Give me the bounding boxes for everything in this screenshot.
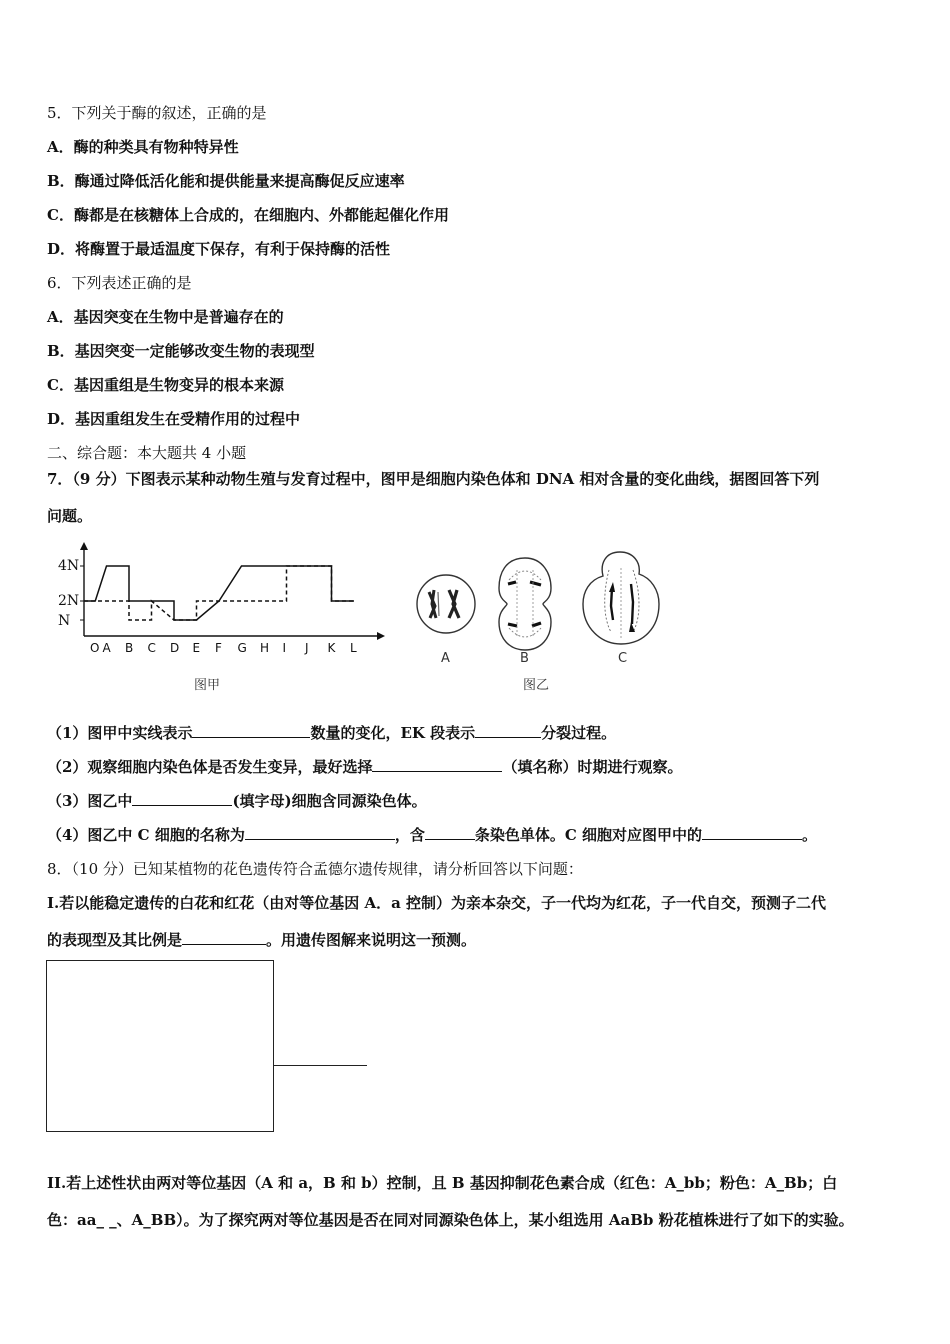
x-tick-label: L [350, 641, 357, 655]
x-tick-label: H [260, 641, 270, 655]
q8-part2-line2: 色：aa_ _、A_BB）。为了探究两对等位基因是否在同对同源染色体上，某小组选用 AaBb 粉花植株进行了如下的实验。 [47, 1211, 854, 1229]
blank[interactable] [372, 759, 502, 772]
q5-option-d: D．将酶置于最适温度下保存，有利于保持酶的活性 [47, 240, 391, 258]
blank[interactable] [182, 932, 266, 945]
q8-part2-line1: II.若上述性状由两对等位基因（A 和 a，B 和 b）控制，且 B 基因抑制花色素合成（红色：A_bb；粉色：A_Bb；白 [47, 1174, 838, 1192]
x-tick-label: D [170, 641, 180, 655]
blank[interactable] [425, 827, 475, 840]
figure-jia-chart [52, 540, 387, 660]
q7-sub4: （4）图乙中 C 细胞的名称为 ，含 条染色单体。C 细胞对应图甲中的 。 [47, 826, 818, 844]
q6-option-b: B．基因突变一定能够改变生物的表现型 [47, 342, 315, 360]
q8-part1-line2: 的表现型及其比例是 。用遗传图解来说明这一预测。 [47, 931, 477, 949]
q8-part1-line1: I.若以能稳定遗传的白花和红花（由对等位基因 A．a 控制）为亲本杂交，子一代均为红花，子一代自交，预测子二代 [47, 894, 827, 912]
cell-a-label: A [441, 651, 450, 666]
q7-sub3: （3）图乙中 (填字母)细胞含同源染色体。 [47, 792, 427, 810]
cell-b-label: B [520, 651, 529, 666]
y-axis-arrow [80, 542, 88, 550]
x-tick-label: C [147, 641, 156, 655]
x-tick-label: J [305, 641, 309, 655]
blank[interactable] [192, 725, 310, 738]
genetic-diagram-answer-box[interactable] [46, 960, 274, 1132]
figure-jia-caption: 图甲 [194, 678, 221, 693]
x-tick-label: I [282, 641, 287, 655]
x-tick-label: A [102, 641, 111, 655]
section-heading: 二、综合题：本大题共 4 小题 [47, 444, 247, 462]
x-tick-label: G [237, 641, 247, 655]
q5-option-a: A．酶的种类具有物种特异性 [47, 138, 239, 156]
q5-option-b: B．酶通过降低活化能和提供能量来提高酶促反应速率 [47, 172, 405, 190]
q5-option-c: C．酶都是在核糖体上合成的，在细胞内、外都能起催化作用 [47, 206, 449, 224]
chart-y-labels [58, 558, 84, 629]
chart-x-labels [90, 641, 357, 655]
x-tick-label: O [90, 641, 100, 655]
y-tick-label: 2N [58, 593, 80, 609]
cell-c-label: C [618, 651, 628, 666]
q6-option-c: C．基因重组是生物变异的根本来源 [47, 376, 284, 394]
q6-stem: 6．下列表述正确的是 [47, 274, 192, 292]
figure-yi-caption: 图乙 [523, 678, 550, 693]
blank[interactable] [702, 827, 802, 840]
cell-b-drawing [499, 558, 551, 650]
x-tick-label: E [192, 641, 201, 655]
blank[interactable] [245, 827, 395, 840]
cell-a-drawing [417, 575, 475, 633]
x-axis-arrow [377, 632, 385, 640]
q8-stem: 8．（10 分）已知某植物的花色遗传符合孟德尔遗传规律，请分析回答以下问题： [47, 860, 583, 878]
x-tick-label: K [327, 641, 336, 655]
cell-c-drawing [583, 552, 659, 644]
series-solid-line [84, 566, 354, 620]
q7-sub1: （1）图甲中实线表示 数量的变化，EK 段表示 分裂过程。 [47, 724, 617, 742]
chart-series [84, 566, 354, 620]
q6-option-a: A．基因突变在生物中是普遍存在的 [47, 308, 284, 326]
chart-axes [80, 542, 385, 640]
x-tick-label: B [125, 641, 134, 655]
q6-option-d: D．基因重组发生在受精作用的过程中 [47, 410, 301, 428]
answer-line[interactable] [274, 1065, 367, 1066]
blank[interactable] [475, 725, 541, 738]
q7-sub2: （2）观察细胞内染色体是否发生变异，最好选择 （填名称）时期进行观察。 [47, 758, 683, 776]
y-tick-label: 4N [58, 558, 80, 574]
x-tick-label: F [215, 641, 222, 655]
y-tick-label: N [58, 613, 71, 629]
blank[interactable] [132, 793, 232, 806]
q7-stem-line2: 问题。 [47, 507, 93, 525]
q7-stem-line1: 7．（9 分）下图表示某种动物生殖与发育过程中，图甲是细胞内染色体和 DNA 相对含量的变化曲线，据图回答下列 [47, 470, 820, 488]
series-dashed-line [84, 566, 354, 620]
q5-stem: 5．下列关于酶的叙述，正确的是 [47, 104, 267, 122]
